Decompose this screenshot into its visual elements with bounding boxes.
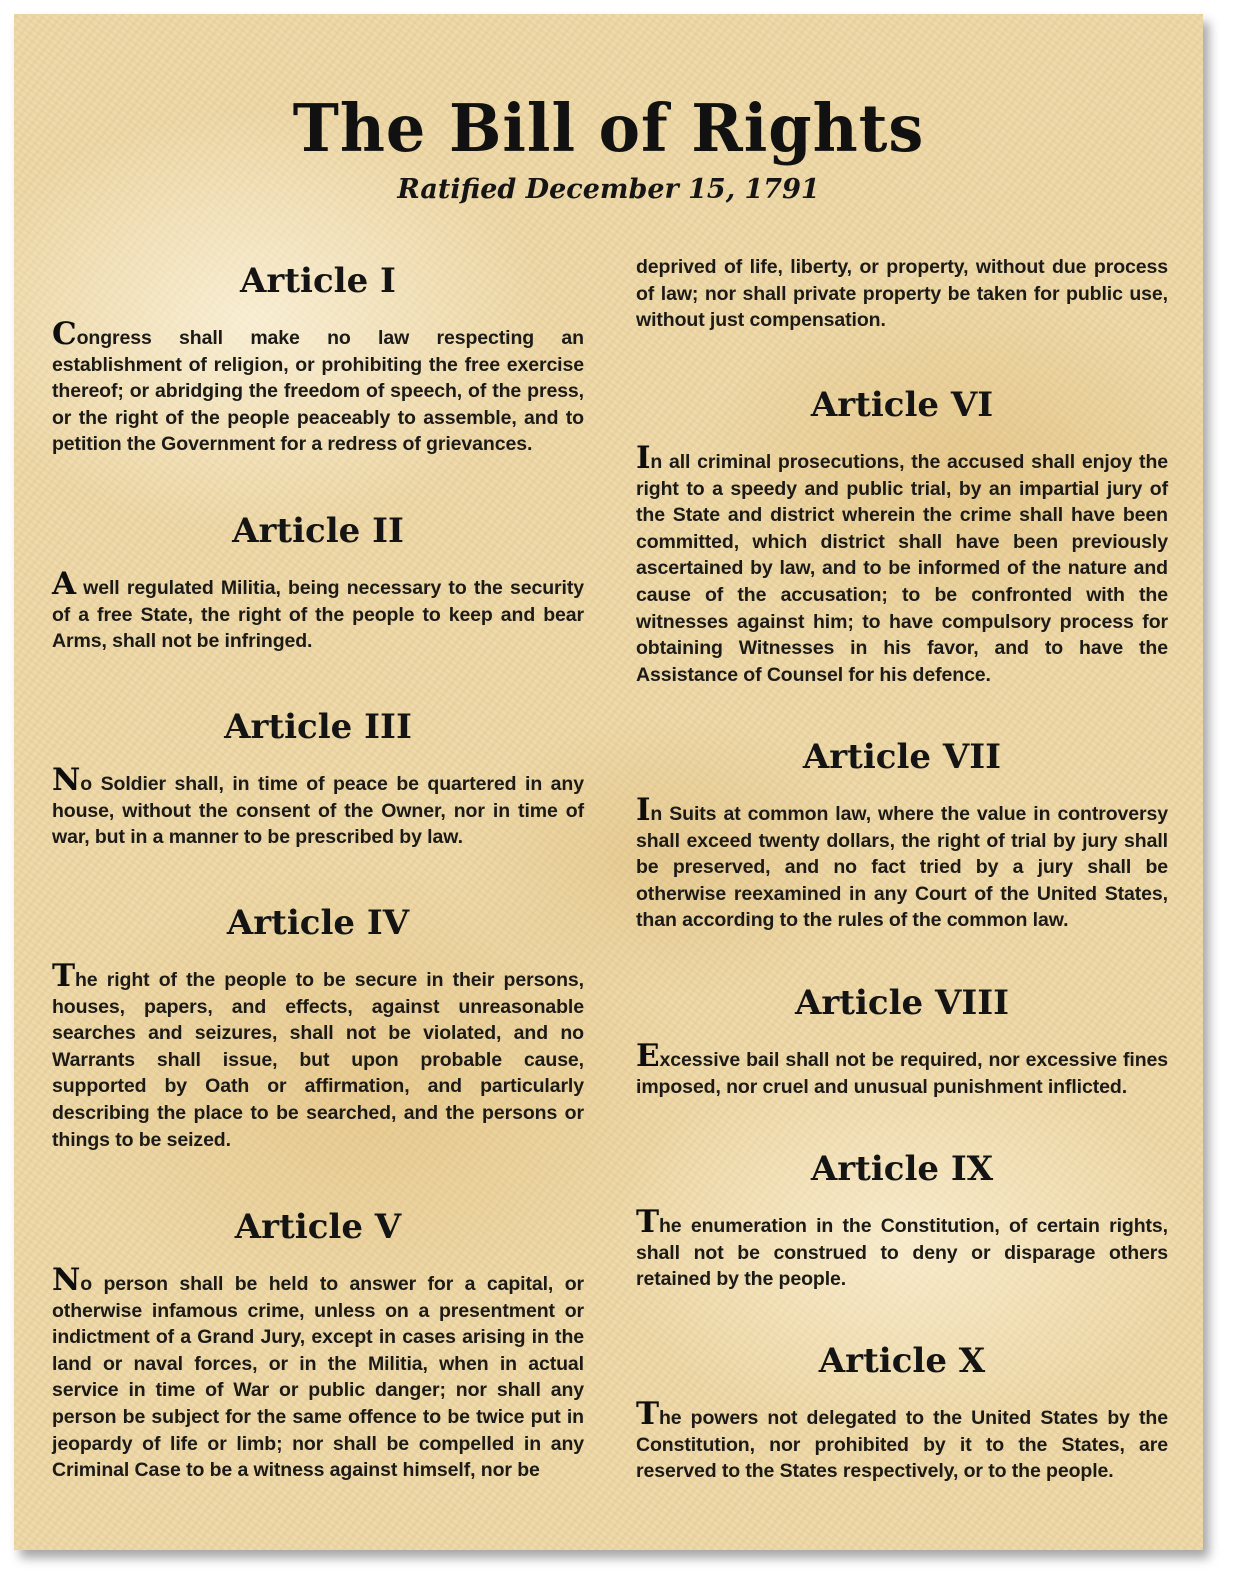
article-text: he powers not delegated to the United States by the Constitution, nor prohibited by it to the States, are reserved to the States respectively, or to the people. (636, 1407, 1168, 1483)
article-7 (636, 734, 1168, 934)
article-body (52, 316, 584, 458)
article-body: deprived of life, liberty, or property, without due process of law; nor shall private property be taken for public use, without just compensation. (636, 256, 1168, 332)
article-text: he right of the people to be secure in their persons, houses, papers, and effects, against unreasonable searches and seizures, shall not be violated, and no Warrants shall issue, but upon probable cause, supported by Oath or affirmation, and particularly describing the place to be searched, and the persons or things to be seized. (52, 969, 584, 1151)
article-body (636, 440, 1168, 688)
article-heading: Article III (224, 707, 412, 747)
article-text: n Suits at common law, where the value in controversy shall exceed twenty dollars, the right of trial by jury shall be preserved, and no fact tried by a jury shall be otherwise reexamined in any Court of the United States, than according to the rules of the common law. (636, 803, 1168, 932)
article-3 (52, 704, 584, 851)
article-text: he enumeration in the Constitution, of certain rights, shall not be construed to deny or disparage others retained by the people. (636, 1215, 1168, 1291)
article-heading: Article IV (226, 903, 410, 943)
drop-cap: N (52, 1262, 81, 1298)
drop-cap: I (636, 440, 651, 476)
article-10 (636, 1338, 1168, 1485)
document-title: The Bill of Rights (292, 90, 925, 167)
article-heading: Article V (234, 1207, 402, 1247)
parchment-document (14, 14, 1203, 1550)
article-heading: Article IX (810, 1149, 994, 1189)
article-text: n all criminal prosecutions, the accused shall enjoy the right to a speedy and public trial, by an impartial jury of the State and district wherein the crime shall have been committed, which district shall have been previously ascertained by law, and to be informed of the nature and cause of the accusation; to be confronted with the witnesses against him; to have compulsory process for obtaining Witnesses in his favor, and to have the Assistance of Counsel for his defence. (636, 451, 1168, 686)
article-heading: Article VIII (794, 983, 1010, 1023)
article-heading: Article X (818, 1341, 986, 1381)
document-subtitle: Ratified December 15, 1791 (397, 174, 820, 205)
drop-cap: T (636, 1204, 659, 1240)
article-text: well regulated Militia, being necessary to the security of a free State, the right of the people to keep and bear Arms, shall not be infringed. (52, 577, 584, 653)
article-text: xcessive bail shall not be required, nor excessive fines imposed, nor cruel and unusual punishment inflicted. (636, 1049, 1168, 1098)
article-body (636, 792, 1168, 934)
article-body (636, 1396, 1168, 1485)
article-text: o Soldier shall, in time of peace be quartered in any house, without the consent of the Owner, nor in time of war, but in a manner to be prescribed by law. (52, 773, 584, 849)
article-body (636, 1038, 1168, 1100)
article-9 (636, 1146, 1168, 1293)
article-text: ongress shall make no law respecting an establishment of religion, or prohibiting the free exercise thereof; or abridging the freedom of speech, of the press, or the right of the people peaceably to assemble, and to petition the Government for a redress of grievances. (52, 327, 584, 456)
article-body (52, 958, 584, 1153)
article-body (52, 566, 584, 655)
drop-cap: T (52, 958, 75, 994)
article-4 (52, 900, 584, 1153)
article-body (636, 1204, 1168, 1293)
article-text: o person shall be held to answer for a capital, or otherwise infamous crime, unless on a presentment or indictment of a Grand Jury, except in cases arising in the land or naval forces, or in the Militia, when in actual service in time of War or public danger; nor shall any person be subject for the same offence to be twice put in jeopardy of life or limb; nor shall be compelled in any Criminal Case to be a witness against himself, nor be (52, 1273, 584, 1482)
article-2 (52, 508, 584, 655)
article-heading: Article VII (802, 737, 1002, 777)
article-1 (52, 258, 584, 458)
drop-cap: E (636, 1038, 660, 1074)
article-heading: Article I (240, 261, 396, 301)
drop-cap: A (52, 566, 76, 602)
article-5-continuation (636, 254, 1168, 334)
article-body (52, 1262, 584, 1484)
article-5 (52, 1204, 584, 1484)
drop-cap: I (636, 792, 651, 828)
article-6 (636, 382, 1168, 688)
article-heading: Article II (232, 511, 404, 551)
drop-cap: C (52, 316, 77, 352)
article-body (52, 762, 584, 851)
article-8 (636, 980, 1168, 1100)
drop-cap: T (636, 1396, 659, 1432)
article-heading: Article VI (810, 385, 994, 425)
drop-cap: N (52, 762, 81, 798)
